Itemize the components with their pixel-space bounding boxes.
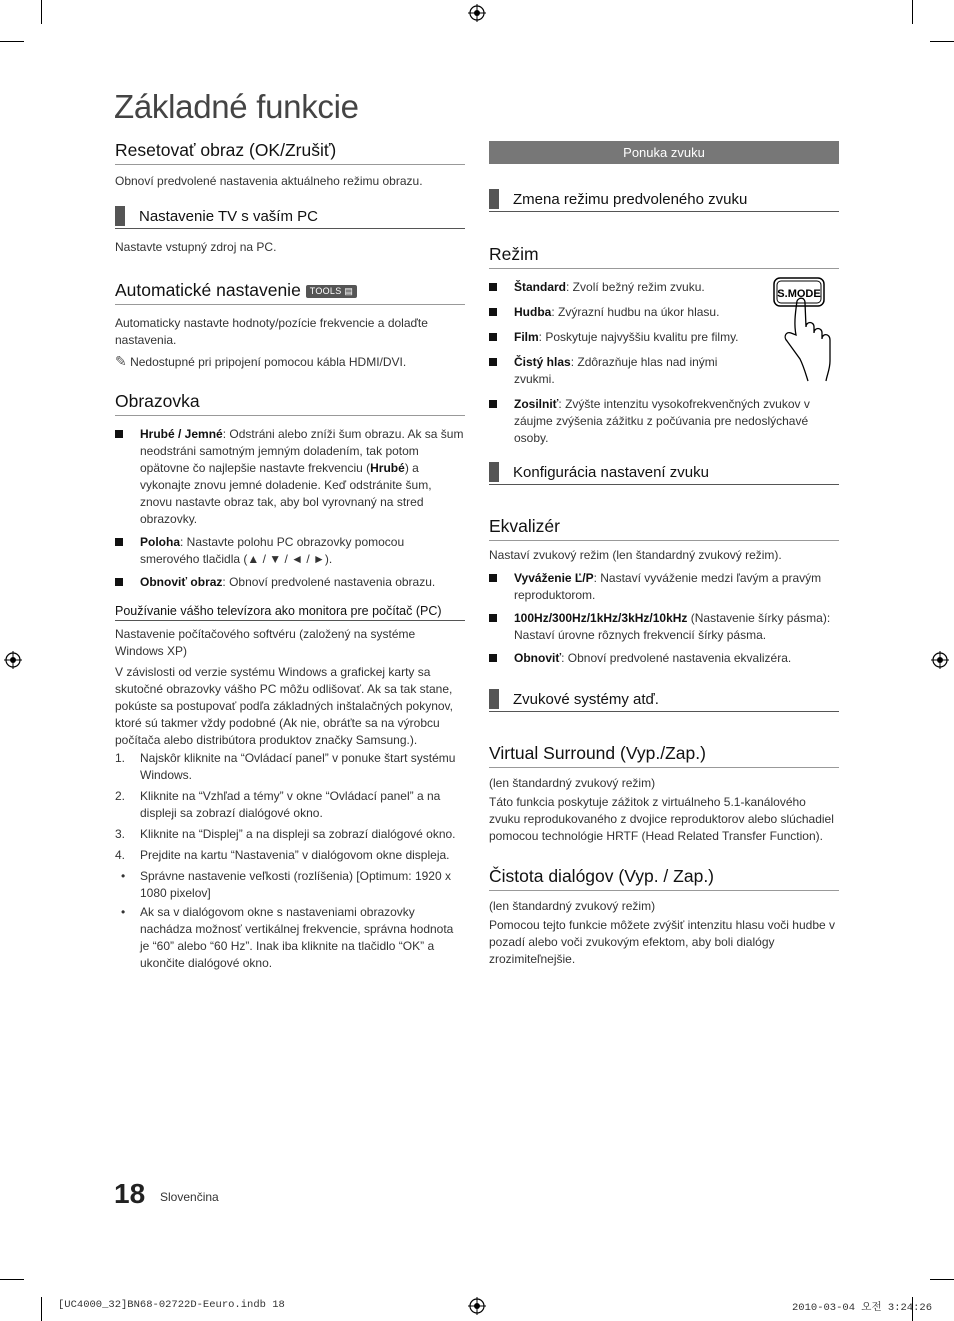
- subsection-title-pc-setup: Nastavenie TV s vaším PC: [115, 206, 465, 229]
- list-item: 1. Najskôr kliknite na “Ovládací panel” v ponuke štart systému Windows.: [115, 751, 456, 782]
- bullet-square-icon: [489, 283, 497, 291]
- bullet-square-icon: [489, 614, 497, 622]
- bullet-square-icon: [115, 538, 123, 546]
- section-title-surround: Virtual Surround (Vyp./Zap.): [489, 743, 839, 768]
- section-title-auto: Automatické nastavenie TOOLS ▤: [115, 280, 465, 305]
- list-item: Hudba: Zvýrazní hudbu na úkor hlasu.: [489, 304, 749, 321]
- subsection-title-config: Konfigurácia nastavení zvuku: [489, 462, 839, 485]
- bullet-square-icon: [489, 333, 497, 341]
- list-item: 4. Prejdite na kartu “Nastavenia” v dialógovom okne displeja.: [115, 848, 450, 862]
- list-item: 2. Kliknite na “Vzhľad a témy” v okne “Ovládací panel” a na displeji sa zobrazí dialógové okno.: [115, 789, 441, 820]
- auto-note: ✎ Nedostupné pri pripojení pomocou kábla HDMI/DVI.: [115, 353, 407, 369]
- surround-text: Táto funkcia poskytuje zážitok z virtuálneho 5.1-kanálového zvuku reprodukovaného z dvojice reproduktorov alebo slúchadiel pomocou technológie HRTF (Head Related Transfer Function).: [489, 795, 834, 843]
- list-item: Film: Poskytuje najvyššiu kvalitu pre filmy.: [489, 329, 749, 346]
- crop-mark: [41, 0, 42, 24]
- registration-mark-icon: [468, 1297, 486, 1315]
- tools-icon: TOOLS ▤: [306, 285, 357, 298]
- section-title-reset: Resetovať obraz (OK/Zrušiť): [115, 140, 465, 165]
- bullet-square-icon: [489, 574, 497, 582]
- crop-mark: [930, 41, 954, 42]
- list-item: Obnoviť obraz: Obnoví predvolené nastavenia obrazu.: [115, 574, 465, 591]
- bullet-square-icon: [489, 358, 497, 366]
- eq-text: Nastaví zvukový režim (len štandardný zvukový režim).: [489, 548, 782, 562]
- list-item: 100Hz/300Hz/1kHz/3kHz/10kHz (Nastavenie šírky pásma): Nastaví úrovne rôznych frekvencií šírky pásma.: [489, 610, 839, 644]
- page-title: Základné funkcie: [114, 88, 359, 125]
- monitor-p1: Nastavenie počítačového softvéru (založený na systéme Windows XP): [115, 627, 416, 658]
- bullet-square-icon: [489, 654, 497, 662]
- section-title-mode: Režim: [489, 244, 839, 269]
- crop-mark: [930, 1279, 954, 1280]
- page-language: Slovenčina: [160, 1190, 219, 1204]
- print-file-info: [UC4000_32]BN68-02722D-Eeuro.indb 18: [58, 1299, 285, 1311]
- dialog-note: (len štandardný zvukový režim): [489, 899, 656, 913]
- list-item: Vyváženie Ľ/P: Nastaví vyváženie medzi ľavým a pravým reproduktorom.: [489, 570, 839, 604]
- crop-mark: [0, 41, 24, 42]
- list-item: Poloha: Nastavte polohu PC obrazovky pomocou smerového tlačidla (▲ / ▼ / ◄ / ►).: [115, 534, 465, 568]
- menu-bar: Ponuka zvuku: [489, 141, 839, 164]
- list-item: • Správne nastavenie veľkosti (rozlíšenia) [Optimum: 1920 x 1080 pixelov]: [121, 869, 451, 900]
- list-item: 3. Kliknite na “Displej” a na displeji sa zobrazí dialógové okno.: [115, 827, 456, 841]
- registration-mark-icon: [468, 4, 486, 22]
- list-item: Štandard: Zvolí bežný režim zvuku.: [489, 279, 749, 296]
- page-number: 18: [114, 1178, 146, 1209]
- list-item: Obnoviť: Obnoví predvolené nastavenia ekvalizéra.: [489, 650, 839, 667]
- subsection-title-change-mode: Zmena režimu predvoleného zvuku: [489, 189, 839, 212]
- note-pencil-icon: ✎: [115, 353, 127, 369]
- bullet-square-icon: [115, 578, 123, 586]
- section-title-eq: Ekvalizér: [489, 516, 839, 541]
- svg-text:S.MODE: S.MODE: [777, 288, 821, 300]
- pc-setup-text: Nastavte vstupný zdroj na PC.: [115, 240, 277, 254]
- bullet-square-icon: [489, 308, 497, 316]
- bullet-square-icon: [115, 430, 123, 438]
- surround-note: (len štandardný zvukový režim): [489, 776, 656, 790]
- crop-mark: [41, 1297, 42, 1321]
- crop-mark: [912, 0, 913, 24]
- registration-mark-icon: [931, 651, 949, 669]
- section-title-dialog: Čistota dialógov (Vyp. / Zap.): [489, 866, 839, 891]
- crop-mark: [0, 1279, 24, 1280]
- smode-remote-button-icon: [772, 275, 842, 383]
- auto-text: Automaticky nastavte hodnoty/pozície frekvencie a dolaďte nastavenia.: [115, 316, 428, 347]
- list-item: Zosilniť: Zvýšte intenzitu vysokofrekvenčných zvukov v záujme zvýšenia zážitku z počúvania pre nedoslýchavé osoby.: [489, 396, 839, 447]
- print-date-info: 2010-03-04 오전 3:24:26: [792, 1302, 933, 1314]
- registration-mark-icon: [4, 651, 22, 669]
- reset-text: Obnoví predvolené nastavenia aktuálneho režimu obrazu.: [115, 174, 423, 188]
- bullet-square-icon: [489, 400, 497, 408]
- monitor-p2: V závislosti od verzie systému Windows a grafickej karty sa skutočné obrazovky vášho PC môžu odlišovať. Ak sa tak stane, pokúste sa postupovať podľa základných inštalačných pokynov, ktoré sú takmer vždy podobné (Ak nie, obráťte sa na výrobcu počítača alebo distribútora produktov značky Samsung.).: [115, 665, 453, 747]
- section-title-screen: Obrazovka: [115, 391, 465, 416]
- list-item: Hrubé / Jemné: Odstráni alebo zníži šum obrazu. Ak sa šum neodstráni samotným jemným doladením, tak potom opätovne čo najlepšie nastavte frekvenciu (Hrubé) a vykonajte znovu jemné doladenie. Keď odstránite šum, znovu nastavte obraz tak, aby bol vyrovnaný na stred obrazovky.: [115, 426, 465, 528]
- subsection-title-systems: Zvukové systémy atď.: [489, 689, 839, 712]
- dialog-text: Pomocou tejto funkcie môžete zvýšiť intenzitu hlasu voči hudbe v pozadí alebo voči zvukovým efektom, aby boli dialógy zrozimiteľnejšie.: [489, 918, 836, 966]
- subheading-monitor: Používanie vášho televízora ako monitora pre počítač (PC): [115, 604, 465, 621]
- list-item: • Ak sa v dialógovom okne s nastaveniami obrazovky nachádza možnosť vertikálnej frekvencie, správna hodnota je “60” alebo “60 Hz”. Inak iba kliknite na tlačidlo “OK” a ukončite dialógové okno.: [121, 905, 454, 970]
- list-item: Čistý hlas: Zdôrazňuje hlas nad inými zvukmi.: [489, 354, 724, 388]
